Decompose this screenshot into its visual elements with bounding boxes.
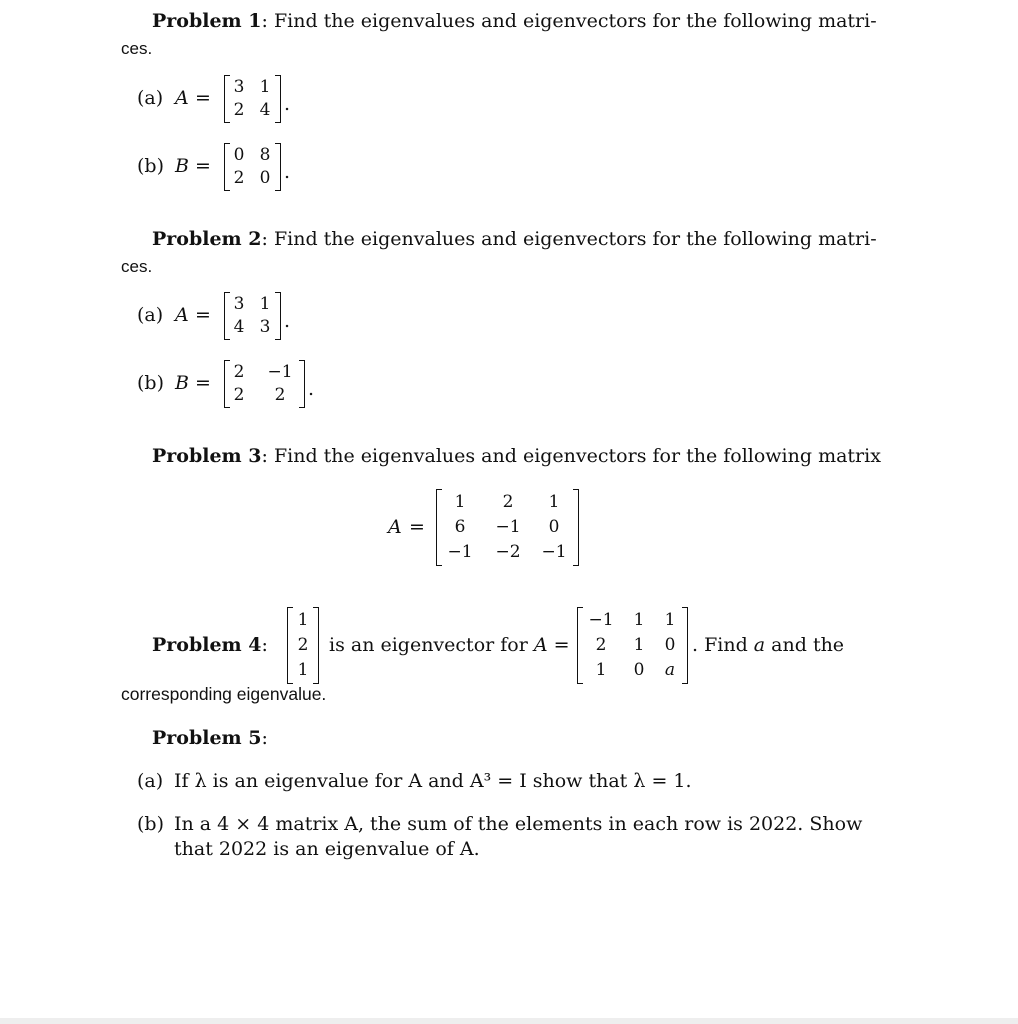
problem-2-intro-cont: ces.: [121, 257, 153, 276]
matrix-cell: −2: [495, 542, 521, 562]
matrix-cell: 1: [595, 660, 607, 680]
problem-1b-eq: =: [195, 155, 211, 177]
problem-2b-matrix: [224, 360, 305, 408]
problem-2-label: Problem 2: [152, 228, 262, 250]
problem-1a-var: A: [175, 87, 189, 109]
problem-4-after: . Find a and the: [692, 634, 845, 656]
vector-cell: 1: [297, 660, 309, 680]
problem-1b-var: B: [175, 155, 189, 177]
matrix-cell: 3: [259, 317, 271, 337]
vector-cell: 1: [297, 610, 309, 630]
problem-5b-line1: In a 4 × 4 matrix A, the sum of the elements in each row is 2022. Show: [174, 813, 863, 835]
problem-1b-period: .: [284, 161, 291, 183]
matrix-cell: 4: [233, 317, 245, 337]
vector-cell: 2: [297, 635, 309, 655]
problem-2a-period: .: [284, 310, 291, 332]
problem-3-var: A: [388, 516, 402, 538]
matrix-cell: a: [664, 660, 676, 680]
problem-3-matrix: [436, 489, 579, 566]
matrix-cell: 1: [259, 294, 271, 314]
matrix-cell: −1: [447, 542, 473, 562]
matrix-cell: 2: [233, 385, 245, 405]
matrix-cell: −1: [267, 362, 293, 382]
problem-2b-label: (b): [137, 372, 164, 394]
matrix-cell: 2: [233, 168, 245, 188]
matrix-cell: 0: [233, 145, 245, 165]
matrix-cell: 1: [633, 635, 645, 655]
problem-1-intro: Problem 1: Find the eigenvalues and eigenvectors for the following matri-: [152, 10, 877, 32]
problem-2a-var: A: [175, 304, 189, 326]
matrix-cell: 2: [502, 492, 514, 512]
matrix-cell: 1: [664, 610, 676, 630]
problem-5-intro: Problem 5:: [152, 727, 268, 749]
matrix-cell: 3: [233, 294, 245, 314]
problem-2-intro: Problem 2: Find the eigenvalues and eigenvectors for the following matri-: [152, 228, 877, 250]
problem-1a-eq: =: [195, 87, 211, 109]
problem-3-intro: Problem 3: Find the eigenvalues and eigenvectors for the following matrix: [152, 445, 881, 467]
matrix-cell: 2: [233, 362, 245, 382]
problem-1a-period: .: [284, 93, 291, 115]
matrix-cell: 2: [274, 385, 286, 405]
problem-5b-line2: that 2022 is an eigenvalue of A.: [174, 838, 480, 860]
problem-5a-text: If λ is an eigenvalue for A and A³ = I show that λ = 1.: [174, 770, 692, 792]
problem-3-label: Problem 3: [152, 445, 262, 467]
problem-4-mid: is an eigenvector for A =: [329, 634, 570, 656]
problem-2a-eq: =: [195, 304, 211, 326]
matrix-cell: 6: [454, 517, 466, 537]
matrix-cell: −1: [588, 610, 614, 630]
problem-2a-matrix: [224, 292, 281, 340]
matrix-cell: −1: [541, 542, 567, 562]
problem-4-vector: [287, 607, 319, 684]
problem-1b-matrix: [224, 143, 281, 191]
page-bottom-edge: [0, 1018, 1018, 1024]
problem-4-label: Problem 4: [152, 634, 262, 656]
matrix-cell: 8: [259, 145, 271, 165]
matrix-cell: 0: [664, 635, 676, 655]
matrix-cell: 2: [233, 100, 245, 120]
matrix-cell: 4: [259, 100, 271, 120]
problem-5-label: Problem 5: [152, 727, 262, 749]
matrix-cell: 3: [233, 77, 245, 97]
problem-1b-label: (b): [137, 155, 164, 177]
problem-1a-label: (a): [137, 87, 164, 109]
matrix-cell: 2: [595, 635, 607, 655]
problem-4-intro: Problem 4:: [152, 634, 268, 656]
problem-1-intro-cont: ces.: [121, 39, 153, 58]
problem-5b-label: (b): [137, 813, 164, 835]
matrix-cell: 0: [259, 168, 271, 188]
matrix-cell: 1: [633, 610, 645, 630]
problem-1a-matrix: [224, 75, 281, 123]
problem-2b-eq: =: [195, 372, 211, 394]
matrix-cell: 0: [633, 660, 645, 680]
problem-2a-label: (a): [137, 304, 164, 326]
matrix-cell: 1: [259, 77, 271, 97]
problem-2b-var: B: [175, 372, 189, 394]
problem-5a-label: (a): [137, 770, 164, 792]
problem-2b-period: .: [308, 378, 315, 400]
problem-4-cont: corresponding eigenvalue.: [121, 684, 327, 704]
problem-4-matrix: [577, 607, 688, 684]
problem-1-label: Problem 1: [152, 10, 262, 32]
matrix-cell: −1: [495, 517, 521, 537]
matrix-cell: 1: [548, 492, 560, 512]
problem-3-eq: =: [409, 516, 425, 538]
matrix-cell: 1: [454, 492, 466, 512]
matrix-cell: 0: [548, 517, 560, 537]
